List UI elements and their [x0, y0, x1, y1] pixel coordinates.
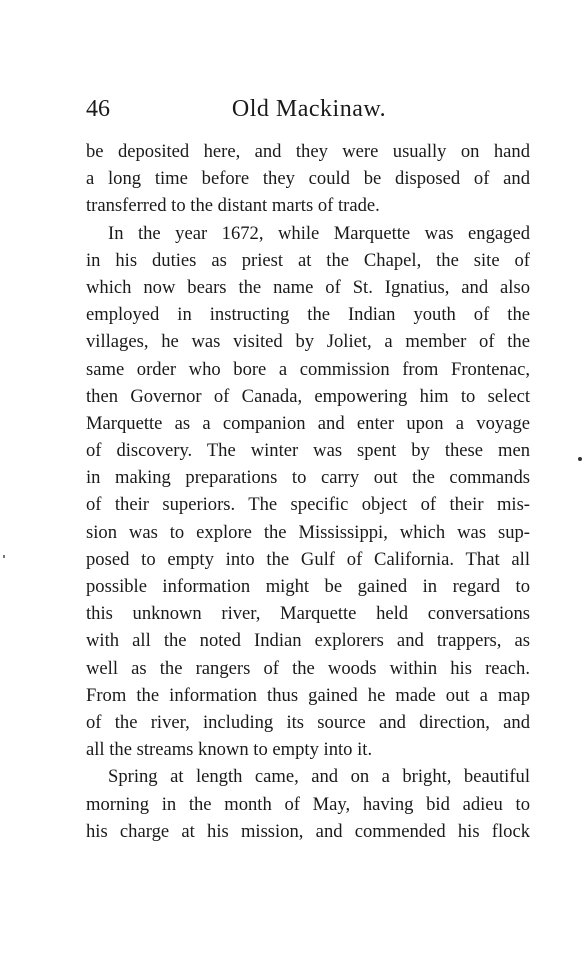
text-line: this unknown river, Marquette held conversations: [86, 603, 530, 625]
text-line: be deposited here, and they were usually on hand: [86, 141, 530, 162]
text-line: which now bears the name of St. Ignatius, and also: [86, 276, 530, 298]
text-line: Marquette as a companion and enter upon a voyage: [86, 412, 530, 434]
text-line: morning in the month of May, having bid adieu to: [86, 793, 530, 815]
text-line: in making preparations to carry out the commands: [86, 467, 530, 489]
page-number: 46: [86, 96, 110, 122]
text-line: employed in instructing the Indian youth of the: [86, 304, 530, 326]
text-line: with all the noted Indian explorers and trappers, as: [86, 630, 530, 652]
text-line: his charge at his mission, and commended his flock: [86, 820, 530, 842]
text-line: possible information might be gained in regard to: [86, 576, 530, 597]
text-line: well as the rangers of the woods within his reach.: [86, 657, 530, 679]
text-line: From the information thus gained he made out a map: [86, 684, 530, 706]
text-line: then Governor of Canada, empowering him to select: [86, 385, 530, 407]
text-line: of the river, including its source and direction, and: [86, 711, 530, 733]
text-line: posed to empty into the Gulf of California. That all: [86, 548, 530, 570]
text-line: of discovery. The winter was spent by these men: [86, 440, 530, 462]
text-line: villages, he was visited by Joliet, a member of the: [86, 331, 530, 353]
ink-speck: [578, 457, 582, 461]
text-line: a long time before they could be disposed of and: [86, 168, 530, 190]
text-line: transferred to the distant marts of trade.: [86, 195, 380, 217]
running-title: Old Mackinaw.: [231, 96, 387, 122]
text-line: of their superiors. The specific object of their mis-: [86, 494, 530, 516]
text-line: in his duties as priest at the Chapel, the site of: [86, 249, 530, 271]
text-line: all the streams known to empty into it.: [86, 739, 373, 761]
ink-speck: [3, 555, 5, 558]
page-header: [86, 96, 532, 128]
text-line: same order who bore a commission from Frontenac,: [86, 358, 530, 380]
text-line: sion was to explore the Mississippi, which was sup-: [86, 521, 530, 543]
text-line: In the year 1672, while Marquette was engaged: [108, 222, 530, 244]
text-line: Spring at length came, and on a bright, beautiful: [108, 766, 530, 788]
body-text: [86, 138, 530, 845]
